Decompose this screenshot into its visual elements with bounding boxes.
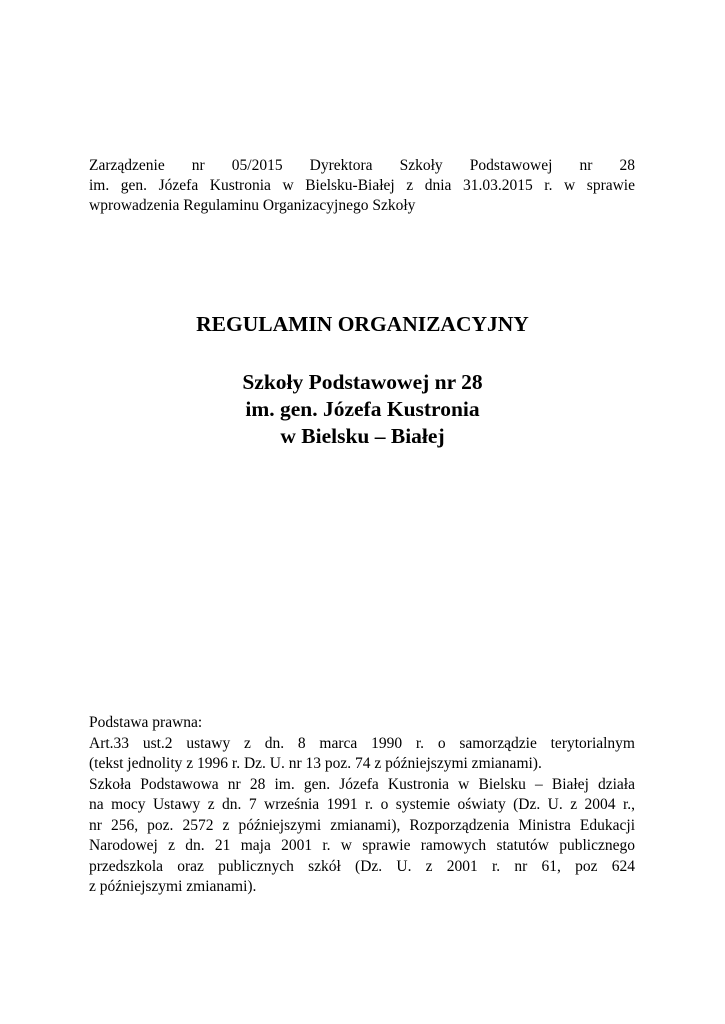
legal-basis-line-8: z późniejszymi zmianami). [89, 878, 257, 895]
legal-basis-line-7: przedszkola oraz publicznych szkół (Dz. U. z 2001 r. nr 61, poz 624 [89, 857, 635, 875]
legal-basis-line-3: Szkoła Podstawowa nr 28 im. gen. Józefa Kustronia w Bielsku – Białej działa [89, 775, 635, 793]
ordinance-line-3: wprowadzenia Regulaminu Organizacyjnego Szkoły [89, 197, 416, 214]
legal-basis-line-1: Art.33 ust.2 ustawy z dn. 8 marca 1990 r. o samorządzie terytorialnym [89, 734, 635, 752]
legal-basis-heading: Podstawa prawna: [89, 714, 203, 731]
legal-basis-line-5: nr 256, poz. 2572 z późniejszymi zmianami), Rozporządzenia Ministra Edukacji [89, 816, 635, 834]
ordinance-header [89, 156, 635, 216]
school-name-line-3: w Bielsku – Białej [280, 424, 445, 448]
legal-basis-line-4: na mocy Ustawy z dn. 7 września 1991 r. o systemie oświaty (Dz. U. z 2004 r., [89, 796, 635, 813]
document-title: REGULAMIN ORGANIZACYJNY [196, 312, 529, 336]
ordinance-line-1: Zarządzenie nr 05/2015 Dyrektora Szkoły Podstawowej nr 28 [89, 157, 635, 174]
legal-basis-line-6: Narodowej z dn. 21 maja 2001 r. w sprawie ramowych statutów publicznego [89, 837, 635, 854]
school-name-block [0, 369, 725, 450]
ordinance-line-2: im. gen. Józefa Kustronia w Bielsku-Białej z dnia 31.03.2015 r. w sprawie [89, 177, 635, 194]
school-name-line-2: im. gen. Józefa Kustronia [245, 397, 480, 421]
school-name-line-1: Szkoły Podstawowej nr 28 [242, 370, 483, 394]
legal-basis-line-2: (tekst jednolity z 1996 r. Dz. U. nr 13 poz. 74 z późniejszymi zmianami). [89, 755, 542, 772]
legal-basis-section [89, 713, 635, 898]
